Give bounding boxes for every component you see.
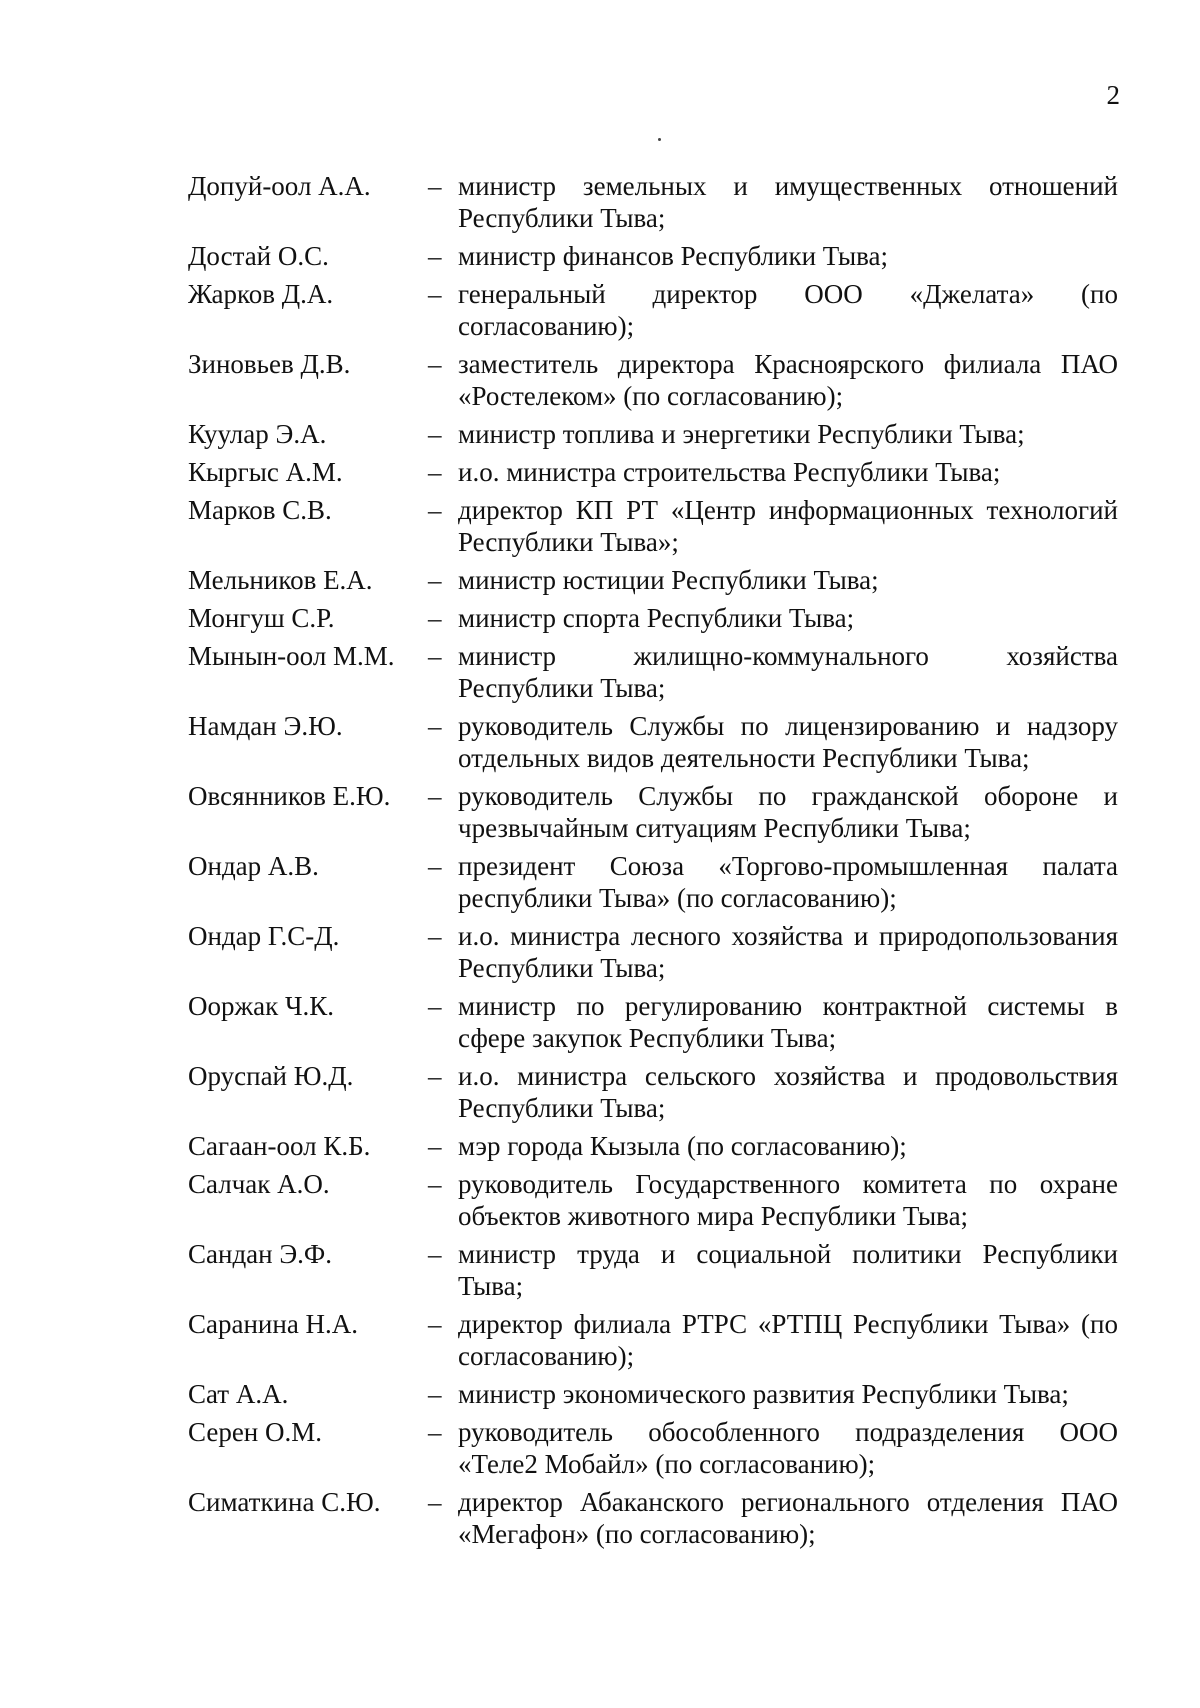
member-row — [188, 1168, 1118, 1232]
member-position: министр жилищно-коммунального хозяйства Республики Тыва; — [458, 641, 1118, 703]
member-name: Сандан Э.Ф. — [188, 1239, 333, 1269]
member-name: Саранина Н.А. — [188, 1309, 359, 1339]
member-dash: – — [428, 1131, 442, 1161]
member-row — [188, 1130, 1118, 1162]
member-position: руководитель Государственного комитета по охране объектов животного мира Республики Тыва; — [458, 1169, 1118, 1231]
member-row — [188, 170, 1118, 234]
member-row — [188, 640, 1118, 704]
member-position: руководитель обособленного подразделения ООО «Теле2 Мобайл» (по согласованию); — [458, 1417, 1118, 1479]
member-dash: – — [428, 603, 442, 633]
member-name: Сат А.А. — [188, 1379, 289, 1409]
member-row — [188, 494, 1118, 558]
member-dash: – — [428, 1309, 442, 1339]
member-dash: – — [428, 851, 442, 881]
member-row — [188, 1486, 1118, 1550]
member-row — [188, 1238, 1118, 1302]
member-name: Куулар Э.А. — [188, 419, 327, 449]
member-position: директор Абаканского регионального отделения ПАО «Мегафон» (по согласованию); — [458, 1487, 1118, 1549]
member-row — [188, 240, 1118, 272]
member-row — [188, 990, 1118, 1054]
member-row — [188, 780, 1118, 844]
member-name: Мынын-оол М.М. — [188, 641, 395, 671]
member-row — [188, 850, 1118, 914]
member-dash: – — [428, 1061, 442, 1091]
page-number: 2 — [1106, 80, 1120, 110]
member-row — [188, 1060, 1118, 1124]
member-row — [188, 348, 1118, 412]
member-name: Симаткина С.Ю. — [188, 1487, 381, 1517]
member-name: Овсянников Е.Ю. — [188, 781, 391, 811]
member-position: министр спорта Республики Тыва; — [458, 603, 855, 633]
member-position: министр труда и социальной политики Республики Тыва; — [458, 1239, 1118, 1301]
member-name: Оруспай Ю.Д. — [188, 1061, 354, 1091]
member-dash: – — [428, 457, 442, 487]
member-row — [188, 1416, 1118, 1480]
member-dash: – — [428, 1239, 442, 1269]
member-name: Кыргыс А.М. — [188, 457, 343, 487]
member-dash: – — [428, 991, 442, 1021]
member-dash: – — [428, 1169, 442, 1199]
member-row — [188, 418, 1118, 450]
member-row — [188, 602, 1118, 634]
member-dash: – — [428, 1379, 442, 1409]
member-position: министр топлива и энергетики Республики Тыва; — [458, 419, 1025, 449]
member-name: Мельников Е.А. — [188, 565, 373, 595]
member-name: Салчак А.О. — [188, 1169, 330, 1199]
member-dash: – — [428, 419, 442, 449]
member-name: Монгуш С.Р. — [188, 603, 335, 633]
member-dash: – — [428, 565, 442, 595]
member-position: генеральный директор ООО «Джелата» (по согласованию); — [458, 279, 1118, 341]
member-position: министр экономического развития Республики Тыва; — [458, 1379, 1069, 1409]
member-position: министр юстиции Республики Тыва; — [458, 565, 879, 595]
member-row — [188, 564, 1118, 596]
member-position: мэр города Кызыла (по согласованию); — [458, 1131, 907, 1161]
member-name: Ондар А.В. — [188, 851, 319, 881]
member-row — [188, 710, 1118, 774]
member-name: Жарков Д.А. — [188, 279, 334, 309]
member-dash: – — [428, 1417, 442, 1447]
member-dash: – — [428, 349, 442, 379]
member-row — [188, 920, 1118, 984]
member-dash: – — [428, 171, 442, 201]
member-position: руководитель Службы по гражданской обороне и чрезвычайным ситуациям Республики Тыва; — [458, 781, 1118, 843]
member-row — [188, 278, 1118, 342]
member-name: Допуй-оол А.А. — [188, 171, 371, 201]
member-position: и.о. министра строительства Республики Тыва; — [458, 457, 1001, 487]
member-dash: – — [428, 711, 442, 741]
member-name: Ооржак Ч.К. — [188, 991, 335, 1021]
member-position: и.о. министра лесного хозяйства и природопользования Республики Тыва; — [458, 921, 1118, 983]
member-dash: – — [428, 781, 442, 811]
scan-speck — [658, 138, 661, 141]
member-dash: – — [428, 641, 442, 671]
member-name: Достай О.С. — [188, 241, 329, 271]
member-position: министр по регулированию контрактной системы в сфере закупок Республики Тыва; — [458, 991, 1118, 1053]
member-dash: – — [428, 1487, 442, 1517]
member-position: министр земельных и имущественных отношений Республики Тыва; — [458, 171, 1118, 233]
member-dash: – — [428, 495, 442, 525]
member-name: Сагаан-оол К.Б. — [188, 1131, 371, 1161]
member-position: заместитель директора Красноярского филиала ПАО «Ростелеком» (по согласованию); — [458, 349, 1118, 411]
member-name: Марков С.В. — [188, 495, 332, 525]
member-dash: – — [428, 241, 442, 271]
member-position: и.о. министра сельского хозяйства и продовольствия Республики Тыва; — [458, 1061, 1118, 1123]
member-position: министр финансов Республики Тыва; — [458, 241, 888, 271]
member-name: Зиновьев Д.В. — [188, 349, 351, 379]
member-name: Серен О.М. — [188, 1417, 323, 1447]
member-position: президент Союза «Торгово-промышленная палата республики Тыва» (по согласованию); — [458, 851, 1118, 913]
member-row — [188, 1308, 1118, 1372]
member-name: Намдан Э.Ю. — [188, 711, 343, 741]
member-row — [188, 1378, 1118, 1410]
member-row — [188, 456, 1118, 488]
member-name: Ондар Г.С-Д. — [188, 921, 340, 951]
member-dash: – — [428, 921, 442, 951]
member-dash: – — [428, 279, 442, 309]
members-list — [188, 170, 1118, 1556]
member-position: директор КП РТ «Центр информационных технологий Республики Тыва»; — [458, 495, 1118, 557]
member-position: директор филиала РТРС «РТПЦ Республики Тыва» (по согласованию); — [458, 1309, 1118, 1371]
member-position: руководитель Службы по лицензированию и надзору отдельных видов деятельности Республики Тыва; — [458, 711, 1118, 773]
